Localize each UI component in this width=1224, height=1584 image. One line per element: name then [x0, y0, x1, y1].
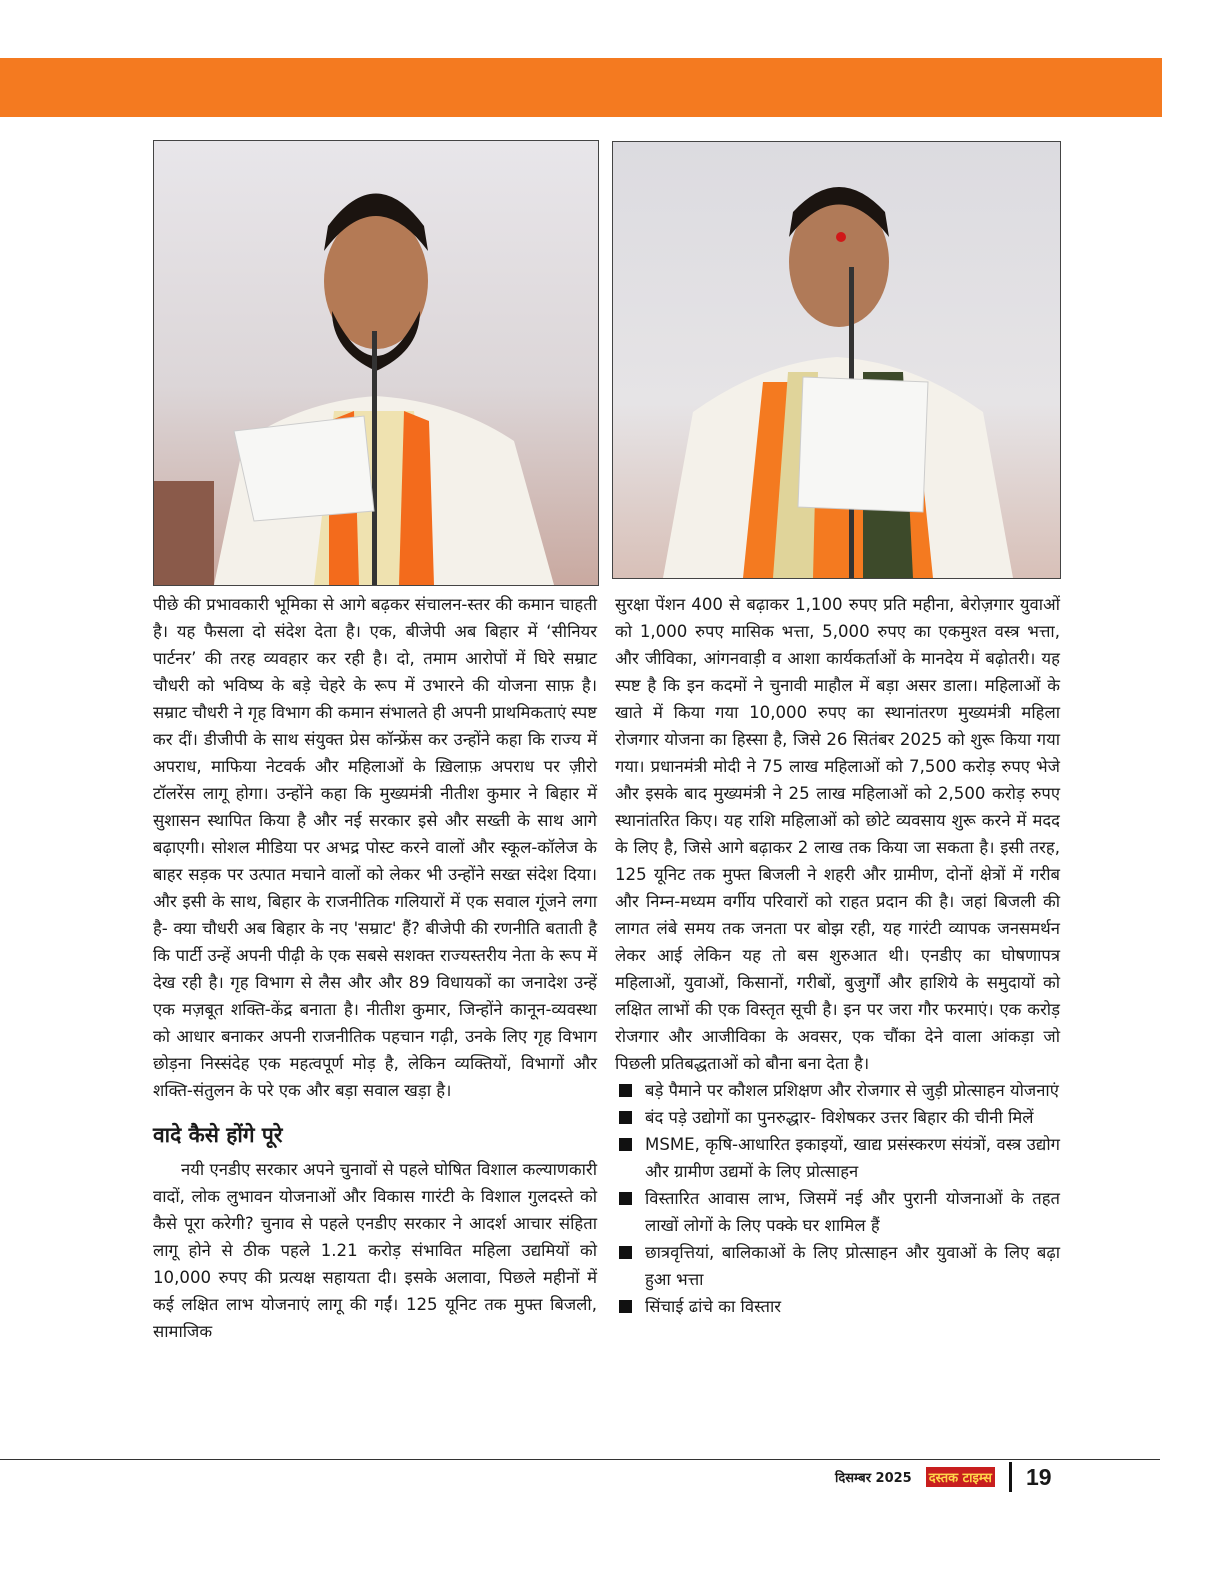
page-number: 19 — [1025, 1463, 1052, 1490]
photo-leader-speaking-left — [153, 140, 599, 586]
list-item: विस्तारित आवास लाभ, जिसमें नई और पुरानी योजनाओं के तहत लाखों लोगों के लिए पक्के घर शामिल हैं — [615, 1185, 1060, 1239]
list-item: बड़े पैमाने पर कौशल प्रशिक्षण और रोजगार से जुड़ी प्रोत्साहन योजनाएं — [615, 1077, 1060, 1104]
square-bullet-icon — [619, 1246, 632, 1259]
footer-separator — [1009, 1462, 1012, 1492]
list-item: सिंचाई ढांचे का विस्तार — [615, 1293, 1060, 1320]
list-item: छात्रवृत्तियां, बालिकाओं के लिए प्रोत्साहन और युवाओं के लिए बढ़ा हुआ भत्ता — [615, 1239, 1060, 1293]
list-item: बंद पड़े उद्योगों का पुनरुद्धार- विशेषकर उत्तर बिहार की चीनी मिलें — [615, 1104, 1060, 1131]
article-paragraph: नयी एनडीए सरकार अपने चुनावों से पहले घोषित विशाल कल्याणकारी वादों, लोक लुभावन योजनाओं और विकास गारंटी के विशाल गुलदस्ते को कैसे पूरा करेगी? चुनाव से पहले एनडीए सरकार ने आदर्श आचार संहिता लागू होने से ठीक पहले 1.21 करोड़ संभावित महिला उद्यमियों को 10,000 रुपए की प्रत्यक्ष सहायता दी। इसके अलावा, पिछले महीनों में कई लक्षित लाभ योजनाएं लागू की गईं। 125 यूनिट तक मुफ्त बिजली, सामाजिक — [153, 1160, 597, 1341]
article-paragraph: सुरक्षा पेंशन 400 से बढ़ाकर 1,100 रुपए प्रति महीना, बेरोज़गार युवाओं को 1,000 रुपए मासिक भत्ता, 5,000 रुपए का एकमुश्त वस्त्र भत्ता, और जीविका, आंगनवाड़ी व आशा कार्यकर्ताओं के मानदेय में बढ़ोतरी। यह स्पष्ट है कि इन कदमों ने चुनावी माहौल में बड़ा असर डाला। महिलाओं के खाते में किया गया 10,000 रुपए का स्थानांतरण मुख्यमंत्री महिला रोजगार योजना का हिस्सा है, जिसे 26 सितंबर 2025 को शुरू किया गया गया। प्रधानमंत्री मोदी ने 75 लाख महिलाओं को 7,500 करोड़ रुपए भेजे और इसके बाद मुख्यमंत्री ने 25 लाख महिलाओं को 2,500 करोड़ रुपए स्थानांतरित किए। यह राशि महिलाओं को छोटे व्यवसाय शुरू करने में मदद के लिए है, जिसे आगे बढ़ाकर 2 लाख तक किया जा सकता है। इसी तरह, 125 यूनिट तक मुफ्त बिजली ने शहरी और ग्रामीण, दोनों क्षेत्रों में गरीब और निम्न-मध्यम वर्गीय परिवारों को राहत प्रदान की है। जहां बिजली की लागत लंबे समय तक जनता पर बोझ रही, यह गारंटी व्यापक जनसमर्थन लेकर आई लेकिन यह तो बस शुरुआत थी। एनडीए का घोषणापत्र महिलाओं, युवाओं, किसानों, गरीबों, बुजुर्गों और हाशिये के समुदायों को लक्षित लाभों की एक विस्तृत सूची है। इन पर जरा गौर फरमाएं। एक करोड़ रोजगार और आजीविका के अवसर, एक चौंका देने वाला आंकड़ा जो पिछली प्रतिबद्धताओं को बौना बना देता है। — [615, 595, 1060, 1073]
header-accent-bar — [0, 58, 1162, 117]
issue-date: दिसम्बर 2025 — [835, 1471, 912, 1486]
footer-divider — [0, 1459, 1160, 1460]
section-heading: वादे कैसे होंगे पूरे — [153, 1123, 283, 1147]
article-paragraph: पीछे की प्रभावकारी भूमिका से आगे बढ़कर संचालन-स्तर की कमान चाहती है। यह फैसला दो संदेश देता है। एक, बीजेपी अब बिहार में ‘सीनियर पार्टनर’ की तरह व्यवहार कर रही है। दो, तमाम आरोपों में घिरे सम्राट चौधरी को भविष्य के बड़े चेहरे के रूप में उभारने की योजना साफ़ है। सम्राट चौधरी ने गृह विभाग की कमान संभालते ही अपनी प्राथमिकताएं स्पष्ट कर दीं। डीजीपी के साथ संयुक्त प्रेस कॉन्फ्रेंस कर उन्होंने कहा कि राज्य में अपराध, माफिया नेटवर्क और महिलाओं के ख़िलाफ़ अपराध पर ज़ीरो टॉलरेंस लागू होगा। उन्होंने कहा कि मुख्यमंत्री नीतीश कुमार ने बिहार में सुशासन स्थापित किया है और नई सरकार इसे और सख्ती के साथ आगे बढ़ाएगी। सोशल मीडिया पर अभद्र पोस्ट करने वालों और स्कूल-कॉलेज के बाहर सड़क पर उत्पात मचाने वालों को लेकर भी उन्होंने सख्त संदेश दिया। और इसी के साथ, बिहार के राजनीतिक गलियारों में एक सवाल गूंजने लगा है- क्या चौधरी अब बिहार के नए 'सम्राट' हैं? बीजेपी की रणनीति बताती है कि पार्टी उन्हें अपनी पीढ़ी के एक सबसे सशक्त राज्यस्तरीय नेता के रूप में देख रही है। गृह विभाग से लैस और और 89 विधायकों का जनादेश उन्हें एक मज़बूत शक्ति-केंद्र बनाता है। नीतीश कुमार, जिन्होंने कानून-व्यवस्था को आधार बनाकर अपनी राजनीतिक पहचान गढ़ी, उनके लिए गृह विभाग छोड़ना निस्संदेह एक महत्वपूर्ण मोड़ है, लेकिन व्यक्तियों, विभागों और शक्ति-संतुलन के परे एक और बड़ा सवाल खड़ा है। — [153, 595, 597, 1100]
square-bullet-icon — [619, 1300, 632, 1313]
magazine-logo: दस्तक टाइम्स — [926, 1467, 995, 1487]
article-right-column — [615, 591, 1060, 1320]
square-bullet-icon — [619, 1111, 632, 1124]
square-bullet-icon — [619, 1192, 632, 1205]
promises-list — [615, 1077, 1060, 1320]
page-footer — [835, 1462, 1052, 1492]
square-bullet-icon — [619, 1138, 632, 1151]
photo-leader-speaking-right — [612, 141, 1061, 579]
list-item: MSME, कृषि-आधारित इकाइयों, खाद्य प्रसंस्करण संयंत्रों, वस्त्र उद्योग और ग्रामीण उद्यमों के लिए प्रोत्साहन — [615, 1131, 1060, 1185]
article-left-column — [153, 591, 597, 1345]
square-bullet-icon — [619, 1084, 632, 1097]
